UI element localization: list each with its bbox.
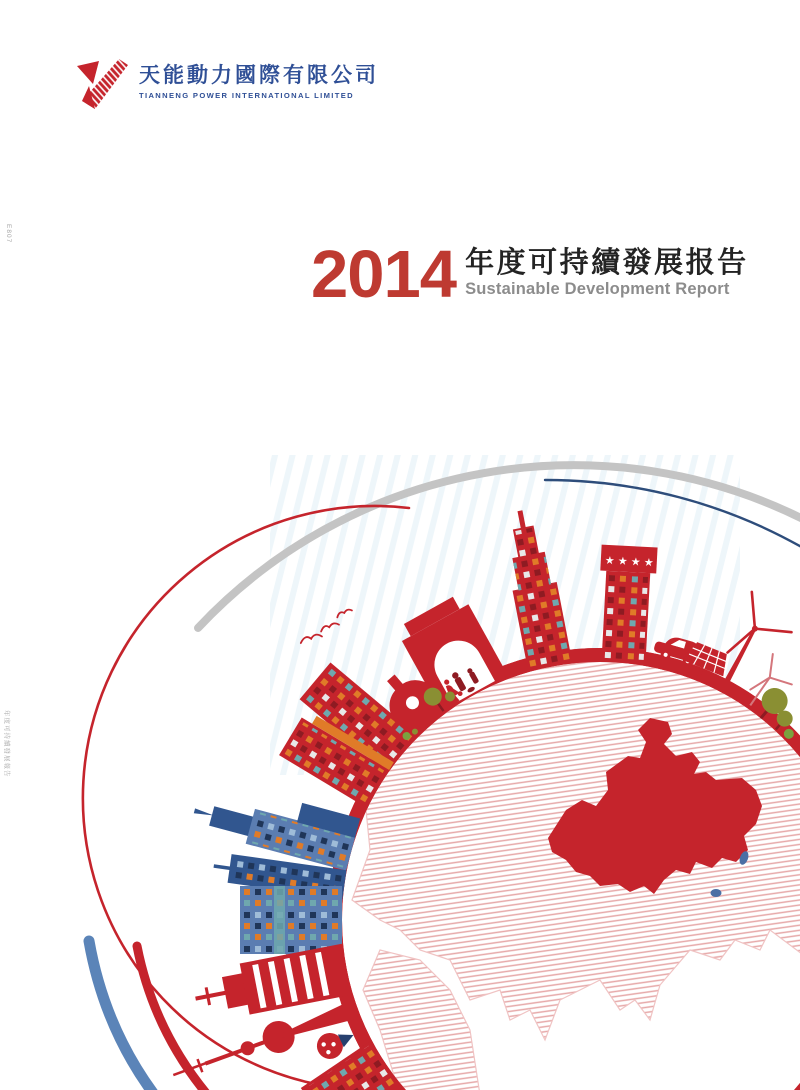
company-name-zh: 天能動力國際有限公司 bbox=[139, 64, 379, 87]
report-title-en: Sustainable Development Report bbox=[465, 280, 730, 299]
spine-text-top: E807 bbox=[5, 224, 12, 244]
company-name-en: TIANNENG POWER INTERNATIONAL LIMITED bbox=[139, 91, 354, 101]
blue-spire-tower bbox=[190, 777, 360, 871]
star-icon: ★ bbox=[617, 555, 628, 568]
report-year: 2014 bbox=[311, 237, 457, 312]
report-title-zh: 年度可持續發展报告 bbox=[465, 247, 749, 279]
star-icon: ★ bbox=[604, 554, 615, 568]
hainan-island bbox=[711, 889, 722, 897]
thick-red-orbit-arc bbox=[137, 946, 206, 1090]
spine-text-bottom: 年度可持續發展報告 bbox=[3, 710, 10, 778]
star-icon: ★ bbox=[643, 556, 654, 570]
star-icon: ★ bbox=[630, 556, 641, 569]
